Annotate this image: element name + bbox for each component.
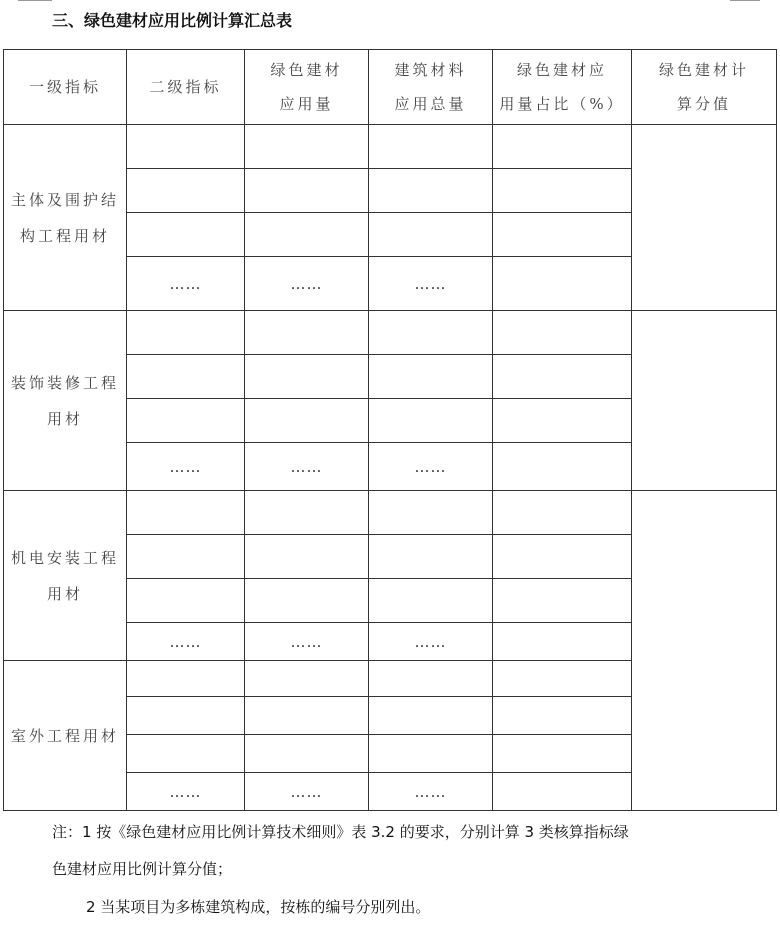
table-cell <box>369 697 493 735</box>
table-cell <box>493 443 632 491</box>
header-text: 用量占比（%） <box>499 95 625 113</box>
table-cell <box>369 311 493 355</box>
category-text: 构工程用材 <box>19 226 110 245</box>
table-cell <box>493 535 632 579</box>
score-cell <box>632 491 777 811</box>
category-text: 装饰装修工程 <box>10 373 119 392</box>
ellipsis-cell: …… <box>127 257 245 311</box>
table-cell <box>127 399 245 443</box>
top-rule-right <box>730 0 760 1</box>
header-cell-ratio <box>493 50 632 125</box>
ellipsis-cell: …… <box>369 443 493 491</box>
table-cell <box>369 579 493 623</box>
table-cell <box>127 661 245 697</box>
table-cell <box>493 623 632 661</box>
header-text: 算分值 <box>676 95 731 113</box>
table-cell <box>493 579 632 623</box>
table-cell <box>493 735 632 773</box>
ellipsis-cell: …… <box>127 443 245 491</box>
header-cell-score <box>632 50 777 125</box>
table-cell <box>245 311 369 355</box>
table-row <box>4 125 777 169</box>
table-cell <box>493 773 632 811</box>
table-cell <box>369 399 493 443</box>
table-cell <box>245 169 369 213</box>
table-cell <box>127 535 245 579</box>
header-text: 绿色建材 <box>270 61 343 79</box>
table-cell <box>493 257 632 311</box>
table-cell <box>369 735 493 773</box>
table-header-row <box>4 50 777 125</box>
header-text: 应用总量 <box>394 95 467 113</box>
header-text: 绿色建材计 <box>658 61 749 79</box>
table-cell <box>127 579 245 623</box>
header-cell-total-amount <box>369 50 493 125</box>
table-cell <box>369 169 493 213</box>
score-cell <box>632 311 777 491</box>
table-cell <box>369 661 493 697</box>
table-cell <box>369 535 493 579</box>
category-text: 用材 <box>46 584 83 603</box>
category-text: 机电安装工程 <box>10 548 119 567</box>
table-cell <box>245 213 369 257</box>
table-cell <box>245 661 369 697</box>
table-cell <box>127 125 245 169</box>
table-cell <box>369 355 493 399</box>
table-cell <box>127 697 245 735</box>
category-cell-structure <box>4 125 127 311</box>
header-cell-green-amount <box>245 50 369 125</box>
score-cell <box>632 125 777 311</box>
category-cell-decoration <box>4 311 127 491</box>
ellipsis-cell: …… <box>127 773 245 811</box>
table-cell <box>245 735 369 773</box>
category-cell-mep <box>4 491 127 661</box>
note-line-2: 色建材应用比例计算分值； <box>52 860 233 878</box>
ellipsis-cell: …… <box>245 773 369 811</box>
header-text: 应用量 <box>279 95 334 113</box>
category-text: 主体及围护结 <box>10 190 119 209</box>
table-row <box>4 491 777 535</box>
header-text: 一级指标 <box>28 78 101 96</box>
header-text: 建筑材料 <box>394 61 467 79</box>
table-cell <box>127 169 245 213</box>
header-text: 绿色建材应 <box>516 61 607 79</box>
ellipsis-cell: …… <box>369 623 493 661</box>
table-cell <box>245 491 369 535</box>
top-rule-left <box>18 0 52 1</box>
table-cell <box>369 491 493 535</box>
category-cell-outdoor <box>4 661 127 811</box>
table-row <box>4 311 777 355</box>
ellipsis-cell: …… <box>127 623 245 661</box>
table-cell <box>493 491 632 535</box>
table-cell <box>245 535 369 579</box>
category-text: 室外工程用材 <box>10 726 119 745</box>
table-cell <box>493 399 632 443</box>
note-line-3: 2 当某项目为多栋建筑构成，按栋的编号分别列出。 <box>86 898 431 916</box>
summary-table <box>3 49 777 811</box>
ellipsis-cell: …… <box>369 257 493 311</box>
ellipsis-cell: …… <box>369 773 493 811</box>
header-text: 二级指标 <box>149 78 222 96</box>
table-cell <box>127 213 245 257</box>
table-cell <box>127 355 245 399</box>
table-cell <box>245 355 369 399</box>
ellipsis-cell: …… <box>245 623 369 661</box>
header-cell-level1 <box>4 50 127 125</box>
category-text: 用材 <box>46 409 83 428</box>
table-cell <box>493 661 632 697</box>
note-line-1: 注：1 按《绿色建材应用比例计算技术细则》表 3.2 的要求，分别计算 3 类核算指标绿 <box>52 823 629 841</box>
table-cell <box>493 355 632 399</box>
table-cell <box>245 579 369 623</box>
table-cell <box>369 213 493 257</box>
table-cell <box>245 697 369 735</box>
table-cell <box>369 125 493 169</box>
table-cell <box>493 169 632 213</box>
ellipsis-cell: …… <box>245 257 369 311</box>
table-cell <box>493 125 632 169</box>
table-cell <box>245 125 369 169</box>
table-cell <box>127 311 245 355</box>
table-cell <box>493 213 632 257</box>
table-cell <box>493 311 632 355</box>
table-cell <box>127 735 245 773</box>
table-cell <box>127 491 245 535</box>
table-cell <box>245 399 369 443</box>
table-cell <box>493 697 632 735</box>
ellipsis-cell: …… <box>245 443 369 491</box>
header-cell-level2 <box>127 50 245 125</box>
section-title: 三、绿色建材应用比例计算汇总表 <box>52 11 293 30</box>
